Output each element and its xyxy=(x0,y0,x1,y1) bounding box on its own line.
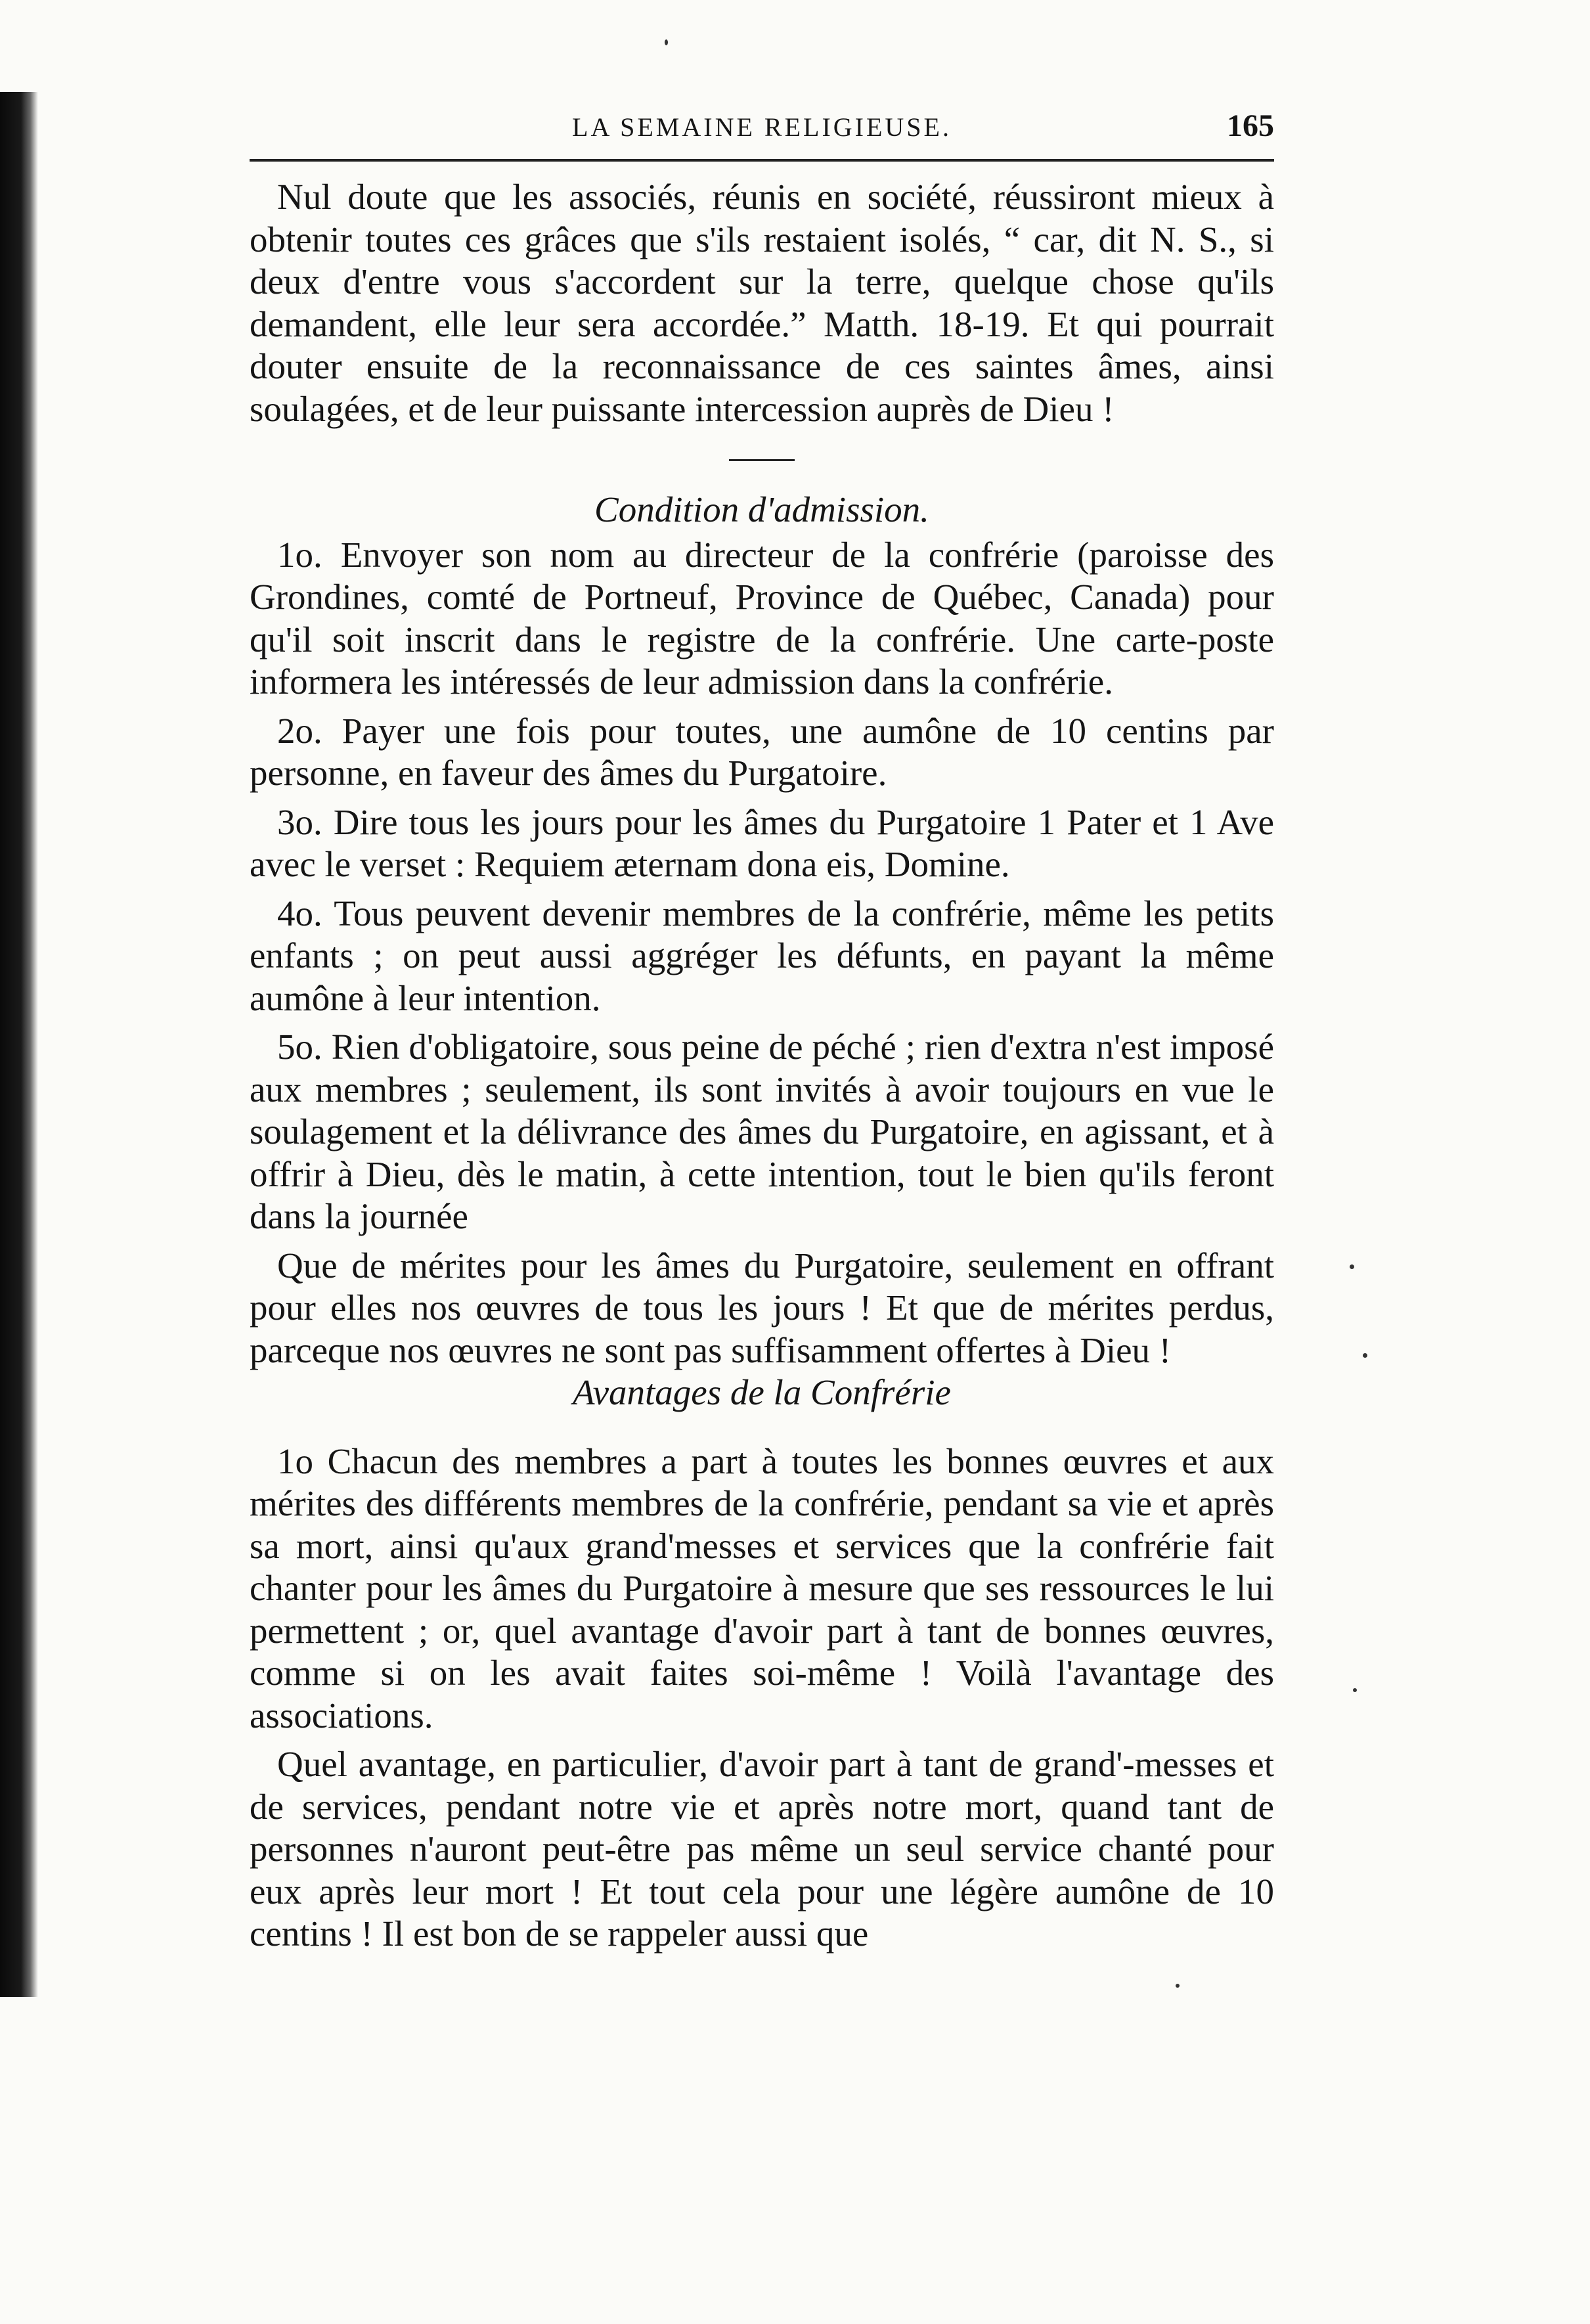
margin-speck xyxy=(665,39,668,45)
margin-speck xyxy=(1353,1688,1357,1692)
admission-item-3: 3o. Dire tous les jours pour les âmes du Purgatoire 1 Pater et 1 Ave avec le verset : Requiem æternam dona eis, Domine. xyxy=(250,801,1274,884)
header-rule xyxy=(250,159,1274,162)
section-heading-advantages: Avantages de la Confrérie xyxy=(573,1372,951,1412)
book-binding-shadow xyxy=(0,92,38,1997)
merits-paragraph: Que de mérites pour les âmes du Purgatoire, seulement en offrant pour elles nos œuvres de tous les jours ! Et que de mérites perdus, parceque nos œuvres ne sont pas suffisamment offertes à Dieu ! xyxy=(250,1245,1274,1370)
section-separator xyxy=(729,459,795,461)
admission-item-5: 5o. Rien d'obligatoire, sous peine de péché ; rien d'extra n'est imposé aux membres ; seulement, ils sont invités à avoir toujours en vue le soulagement et la délivrance des âmes du Purgatoire, en agissant, et à offrir à Dieu, dès le matin, à cette intention, tout le bien qu'ils feront dans la journée xyxy=(250,1027,1274,1236)
margin-speck xyxy=(1363,1353,1367,1358)
page-body xyxy=(250,176,1274,1955)
margin-speck xyxy=(1350,1264,1354,1269)
running-title: LA SEMAINE RELIGIEUSE. xyxy=(572,112,952,142)
section-heading-admission: Condition d'admission. xyxy=(594,489,929,529)
intro-paragraph: Nul doute que les associés, réunis en société, réussiront mieux à obtenir toutes ces grâces que s'ils restaient isolés, “ car, dit N. S., si deux d'entre vous s'accordent sur la terre, quelque chose qu'ils demandent, elle leur sera accordée.” Matth. 18-19. Et qui pourrait douter ensuite de la reconnaissance de ces saintes âmes, ainsi soulagées, et de leur puissante intercession auprès de Dieu ! xyxy=(250,177,1274,429)
advantage-item-1: 1o Chacun des membres a part à toutes les bonnes œuvres et aux mérites des différents membres de la confrérie, pendant sa vie et après sa mort, ainsi qu'aux grand'messes et services que la confrérie fait chanter pour les âmes du Purgatoire à mesure que ses ressources le lui permettent ; or, quel avantage d'avoir part à tant de bonnes œuvres, comme si on les avait faites soi-même ! Voilà l'avantage des associations. xyxy=(250,1441,1274,1735)
admission-item-2: 2o. Payer une fois pour toutes, une aumône de 10 centins par personne, en faveur des âmes du Purgatoire. xyxy=(250,710,1274,793)
advantage-paragraph-2: Quel avantage, en particulier, d'avoir part à tant de grand'-messes et de services, pendant notre vie et après notre mort, quand tant de personnes n'auront peut-être pas même un seul service chanté pour eux après leur mort ! Et tout cela pour une légère aumône de 10 centins ! Il est bon de se rappeler aussi que xyxy=(250,1744,1274,1954)
page-number: 165 xyxy=(1227,108,1274,143)
page-header xyxy=(250,108,1274,151)
margin-speck xyxy=(1176,1984,1180,1988)
admission-item-1: 1o. Envoyer son nom au directeur de la confrérie (paroisse des Grondines, comté de Portneuf, Province de Québec, Canada) pour qu'il soit inscrit dans le registre de la confrérie. Une carte-poste informera les intéressés de leur admission dans la confrérie. xyxy=(250,534,1274,702)
admission-item-4: 4o. Tous peuvent devenir membres de la confrérie, même les petits enfants ; on peut aussi aggréger les défunts, en payant la même aumône à leur intention. xyxy=(250,893,1274,1018)
